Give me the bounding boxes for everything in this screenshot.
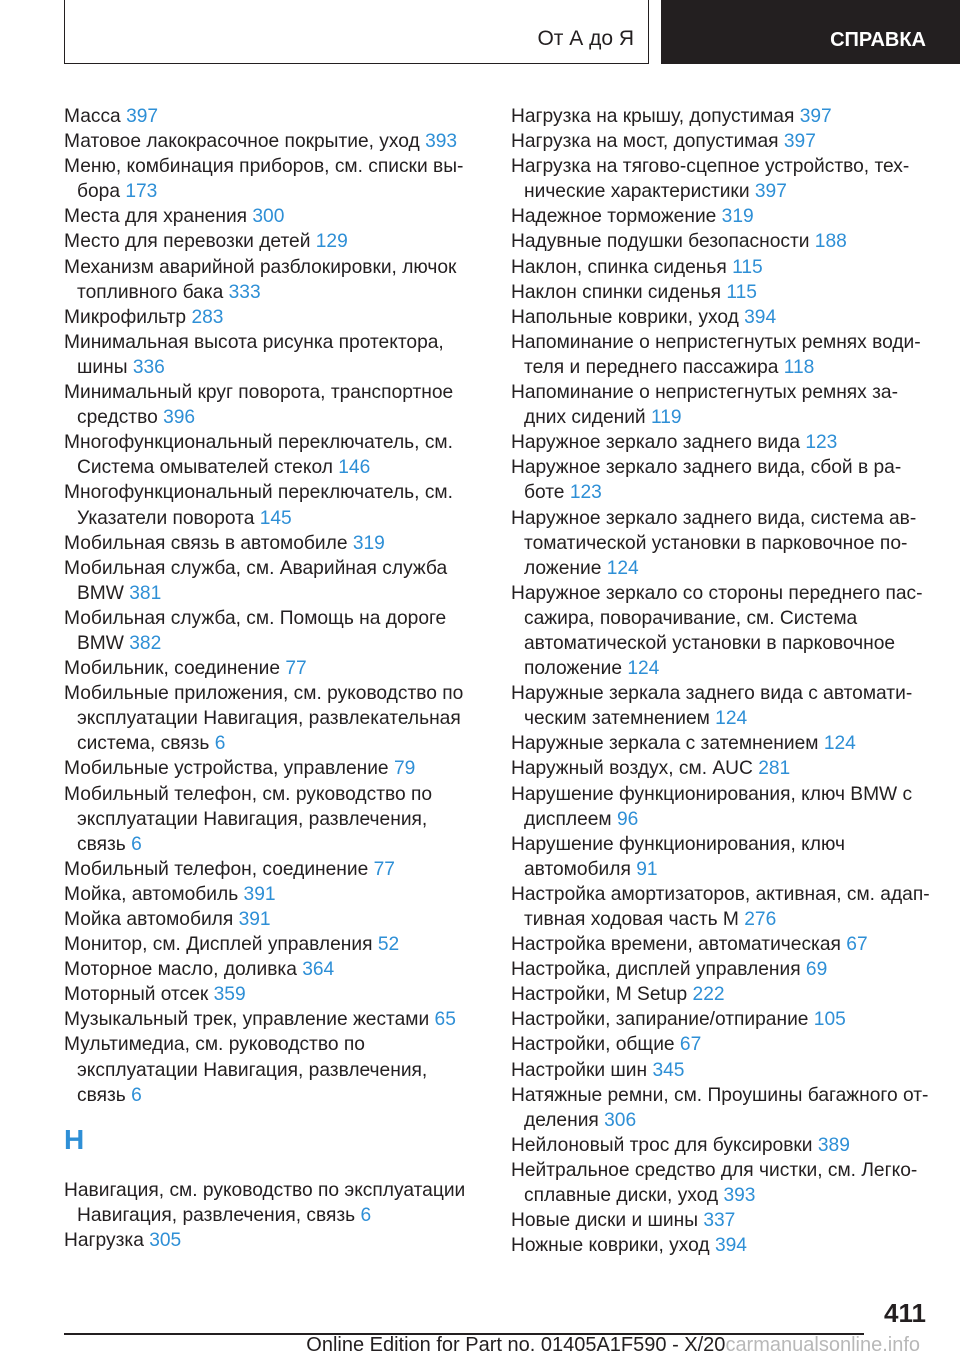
index-entry: [64, 681, 474, 756]
index-entry-text: Мойка автомобиля: [64, 909, 239, 930]
index-entry-text: Нагрузка: [64, 1229, 150, 1251]
index-entry-page-link[interactable]: 65: [434, 1009, 456, 1031]
index-entry: [511, 430, 931, 455]
index-entry: [511, 982, 931, 1007]
index-column-left: [64, 104, 474, 1253]
index-entry-text: Наружный воздух, см. AUC: [511, 758, 759, 780]
index-entry-page-link[interactable]: 364: [302, 959, 335, 981]
index-entry-text: Мобильник, соединение: [64, 658, 286, 680]
index-entry: [64, 556, 474, 606]
index-entry-page-link[interactable]: 306: [604, 1109, 637, 1131]
index-entry-text: Мобильная служба, см. Помощь на дороге BMW: [64, 607, 447, 654]
index-entry-page-link[interactable]: 393: [425, 131, 458, 153]
index-entry: [64, 857, 474, 882]
index-entry: [64, 1032, 474, 1107]
index-entry-text: Мойка, автомобиль: [64, 883, 244, 905]
index-entry-page-link[interactable]: 124: [715, 708, 748, 730]
index-entry: [64, 606, 474, 656]
index-entry-page-link[interactable]: 173: [125, 181, 158, 203]
index-entry-page-link[interactable]: 124: [823, 733, 856, 755]
index-entry-text: Настройки, M Setup: [511, 984, 693, 1006]
index-entry-page-link[interactable]: 77: [373, 858, 395, 880]
index-entry-text: Меню, комбинация приборов, см. списки выбора: [64, 156, 464, 203]
index-entry-text: Настройка времени, автоматическая: [511, 934, 847, 956]
index-entry-text: Нейтральное средство для чистки, см. Легкосплавные диски, уход: [511, 1159, 918, 1207]
index-entry: [64, 656, 474, 681]
index-entry-page-link[interactable]: 115: [726, 281, 757, 303]
index-entry-page-link[interactable]: 79: [393, 758, 416, 780]
index-entry: [64, 882, 474, 907]
index-entry: [511, 229, 931, 254]
index-entry-text: Механизм аварийной разблокировки, лючок топливного бака: [64, 256, 457, 303]
index-entry-text: Наклон, спинка сиденья: [511, 256, 733, 278]
index-entry: [64, 1228, 474, 1253]
header-tab-a-to-z: [64, 0, 649, 64]
index-entry-page-link[interactable]: 222: [692, 984, 725, 1006]
index-entry-page-link[interactable]: 319: [721, 206, 754, 228]
index-entry-page-link[interactable]: 396: [163, 407, 196, 429]
index-entry-page-link[interactable]: 77: [285, 658, 307, 680]
index-entry: [511, 1083, 931, 1133]
index-entry-text: Нагрузка на тягово-сцепное устройство, технические характеристики: [511, 156, 910, 203]
index-entry-text: Масса: [64, 106, 127, 127]
index-entry-page-link[interactable]: 381: [129, 582, 162, 604]
index-entry-text: Минимальный круг поворота, транспортное средство: [64, 382, 454, 429]
index-entry-text: Наружное зеркало заднего вида: [511, 432, 806, 454]
index-entry-page-link[interactable]: 336: [132, 356, 165, 378]
index-entry-page-link[interactable]: 124: [606, 557, 639, 579]
index-entry-page-link[interactable]: 393: [723, 1185, 756, 1207]
index-entry-page-link[interactable]: 6: [131, 1084, 142, 1106]
index-entry-text: Наружные зеркала заднего вида с автоматическим затемнением: [511, 683, 913, 730]
index-entry: [511, 305, 931, 330]
index-entry-page-link[interactable]: 382: [129, 632, 162, 654]
index-entry: [511, 1158, 931, 1208]
index-entry-text: Мобильный телефон, соединение: [64, 858, 374, 880]
index-entry: [511, 380, 931, 430]
index-entry-text: Минимальная высота рисунка протектора, шины: [64, 331, 444, 378]
index-entry-page-link[interactable]: 129: [315, 231, 348, 253]
index-entry-text: Наружное зеркало со стороны переднего пассажира, поворачивание, см. Система автоматической установки в парковочное положение: [511, 582, 923, 680]
index-entry: [511, 506, 931, 581]
index-entry-text: Наружное зеркало заднего вида, система автоматической установки в парковочное положение: [511, 507, 917, 579]
index-entry: [511, 129, 931, 154]
index-entry: [511, 1032, 931, 1057]
index-entry: [511, 932, 931, 957]
index-entry-page-link[interactable]: 145: [259, 507, 292, 529]
index-entry-page-link[interactable]: 319: [352, 532, 385, 554]
index-entry-page-link[interactable]: 6: [360, 1204, 372, 1226]
index-entry-text: Мобильные приложения, см. руководство по эксплуатации Навигация, развлекательная система, связь: [64, 683, 464, 755]
index-entry-page-link[interactable]: 123: [805, 432, 838, 454]
index-entry-page-link[interactable]: 389: [817, 1134, 850, 1156]
index-entry: [64, 907, 474, 932]
index-entry-page-link[interactable]: 283: [191, 306, 224, 328]
index-entry: [64, 480, 474, 530]
index-entry: [511, 255, 931, 280]
index-list-left-after: [64, 1178, 474, 1253]
section-letter: Н: [64, 1123, 85, 1155]
index-entry-text: Натяжные ремни, см. Проушины багажного отделения: [511, 1084, 929, 1131]
index-entry: [64, 255, 474, 305]
index-entry-page-link[interactable]: 305: [149, 1229, 182, 1251]
index-entry: [64, 104, 474, 129]
index-entry-text: Нагрузка на мост, допустимая: [511, 131, 784, 153]
index-entry: [511, 104, 931, 129]
index-entry-text: Напоминание о непристегнутых ремнях водителя и переднего пассажира: [511, 331, 921, 378]
index-entry-text: Микрофильтр: [64, 306, 192, 328]
index-entry-text: Мобильная служба, см. Аварийная служба BMW: [64, 557, 448, 604]
index-entry-page-link[interactable]: 124: [627, 658, 660, 680]
header-tab-a-to-z-label: От А до Я: [537, 27, 634, 50]
index-entry-text: Настройка амортизаторов, активная, см. адаптивная ходовая часть M: [511, 883, 930, 930]
index-entry: [511, 455, 931, 505]
index-entry: [511, 681, 931, 731]
index-entry: [511, 280, 931, 305]
index-entry-page-link[interactable]: 6: [131, 833, 142, 855]
index-entry-text: Новые диски и шины: [511, 1210, 704, 1232]
index-entry-page-link[interactable]: 345: [652, 1059, 685, 1081]
index-entry: [511, 832, 931, 882]
index-entry: [511, 204, 931, 229]
index-entry-text: Моторный отсек: [64, 984, 214, 1006]
index-entry-text: Навигация, см. руководство по эксплуатации Навигация, развлечения, связь: [64, 1179, 466, 1226]
index-entry: [64, 129, 474, 154]
index-entry-text: Надежное торможение: [511, 206, 722, 228]
index-entry-text: Матовое лакокрасочное покрытие, уход: [64, 131, 426, 153]
index-entry: [511, 1007, 931, 1032]
index-entry-text: Наружные зеркала с затемнением: [511, 733, 824, 755]
index-entry: [511, 1058, 931, 1083]
index-entry: [64, 531, 474, 556]
index-entry: [511, 1208, 931, 1233]
index-entry-text: Место для перевозки детей: [64, 231, 316, 253]
index-entry-text: Настройки шин: [511, 1059, 653, 1081]
index-entry: [64, 154, 474, 204]
index-entry-text: Мобильная связь в автомобиле: [64, 532, 353, 554]
index-entry-text: Монитор, см. Дисплей управления: [64, 934, 378, 956]
index-entry-page-link[interactable]: 146: [338, 457, 371, 479]
index-entry-page-link[interactable]: 105: [813, 1009, 846, 1031]
index-entry: [64, 957, 474, 982]
index-entry-page-link[interactable]: 333: [228, 281, 261, 303]
index-list-left: [64, 104, 474, 1108]
index-entry-page-link[interactable]: 391: [238, 909, 271, 930]
index-entry-text: Настройки, запирание/отпирание: [511, 1009, 814, 1031]
index-entry-text: Напольные коврики, уход: [511, 306, 745, 328]
index-entry-text: Мобильный телефон, см. руководство по эксплуатации Навигация, развлечения, связь: [64, 783, 433, 855]
index-entry: [64, 982, 474, 1007]
index-entry: [511, 882, 931, 932]
footer-edition: [306, 1334, 920, 1357]
index-entry-page-link[interactable]: 52: [377, 934, 400, 956]
index-entry-page-link[interactable]: 6: [214, 733, 226, 755]
footer-watermark: carmanualsonline.info: [725, 1334, 920, 1356]
index-entry-text: Нагрузка на крышу, допустимая: [511, 106, 800, 127]
index-entry: [511, 957, 931, 982]
index-entry-page-link[interactable]: 394: [714, 1235, 747, 1257]
index-entry-text: Нейлоновый трос для буксировки: [511, 1134, 818, 1156]
index-entry-page-link[interactable]: 276: [744, 909, 777, 930]
index-entry-text: Музыкальный трек, управление жестами: [64, 1009, 435, 1031]
index-entry: [64, 380, 474, 430]
index-entry-page-link[interactable]: 188: [814, 231, 847, 253]
index-entry-text: Мобильные устройства, управление: [64, 758, 394, 780]
index-column-right: [511, 104, 931, 1258]
index-entry: [64, 305, 474, 330]
index-entry: [511, 1233, 931, 1258]
index-entry-page-link[interactable]: 300: [252, 206, 285, 228]
index-entry-page-link[interactable]: 115: [732, 256, 763, 278]
index-entry-page-link[interactable]: 67: [679, 1034, 702, 1056]
index-entry-text: Мультимедиа, см. руководство по эксплуатации Навигация, развлечения, связь: [64, 1034, 428, 1106]
index-entry: [64, 229, 474, 254]
index-entry-text: Ножные коврики, уход: [511, 1235, 715, 1257]
index-entry: [511, 330, 931, 380]
index-entry: [64, 204, 474, 229]
index-entry: [64, 756, 474, 781]
index-entry: [511, 782, 931, 832]
index-entry-page-link[interactable]: 397: [783, 131, 816, 153]
index-entry: [511, 581, 931, 681]
header-tab-reference-label: СПРАВКА: [830, 29, 926, 51]
index-entry: [511, 756, 931, 781]
index-entry-page-link[interactable]: 67: [846, 934, 868, 956]
index-entry-page-link[interactable]: 119: [650, 407, 682, 429]
index-entry-page-link[interactable]: 281: [758, 758, 791, 780]
index-entry: [511, 154, 931, 204]
index-entry-page-link[interactable]: 69: [805, 959, 828, 981]
index-entry-page-link[interactable]: 123: [569, 482, 602, 504]
index-entry-text: Надувные подушки безопасности: [511, 231, 815, 253]
index-entry: [64, 430, 474, 480]
index-entry-text: Напоминание о непристегнутых ремнях задних сидений: [511, 382, 898, 429]
index-entry-text: Наружное зеркало заднего вида, сбой в работе: [511, 457, 902, 504]
index-entry: [64, 932, 474, 957]
index-entry-page-link[interactable]: 394: [744, 306, 777, 328]
index-entry-page-link[interactable]: 397: [126, 106, 159, 127]
index-entry-text: Многофункциональный переключатель, см. Указатели поворота: [64, 482, 453, 529]
index-entry: [511, 1133, 931, 1158]
index-entry-text: Нарушение функционирования, ключ BMW с дисплеем: [511, 783, 913, 830]
index-entry-text: Наклон спинки сиденья: [511, 281, 727, 303]
index-entry-text: Нарушение функционирования, ключ автомобиля: [511, 833, 845, 880]
index-entry-page-link[interactable]: 397: [799, 106, 832, 127]
index-entry-page-link[interactable]: 91: [636, 858, 658, 880]
index-entry-text: Многофункциональный переключатель, см. Система омывателей стекол: [64, 432, 453, 479]
index-entry-text: Настройка, дисплей управления: [511, 959, 806, 981]
index-entry-page-link[interactable]: 337: [703, 1210, 736, 1232]
header-tab-reference: [661, 0, 960, 64]
index-entry: [64, 1007, 474, 1032]
index-list-right: [511, 104, 931, 1258]
index-entry-page-link[interactable]: 118: [783, 356, 815, 378]
index-entry-page-link[interactable]: 96: [616, 808, 639, 830]
index-entry-text: Места для хранения: [64, 206, 253, 228]
index-entry-text: Настройки, общие: [511, 1034, 680, 1056]
index-entry-text: Моторное масло, доливка: [64, 959, 303, 981]
index-entry: [64, 330, 474, 380]
footer-edition-text: Online Edition for Part no. 01405A1F590 - X/20: [306, 1334, 726, 1356]
index-entry: [64, 782, 474, 857]
index-entry-page-link[interactable]: 391: [243, 883, 276, 905]
page-number: 411: [884, 1298, 926, 1328]
index-entry: [64, 1178, 474, 1228]
index-entry-page-link[interactable]: 397: [754, 181, 787, 203]
index-entry-page-link[interactable]: 359: [213, 984, 246, 1006]
index-entry: [511, 731, 931, 756]
